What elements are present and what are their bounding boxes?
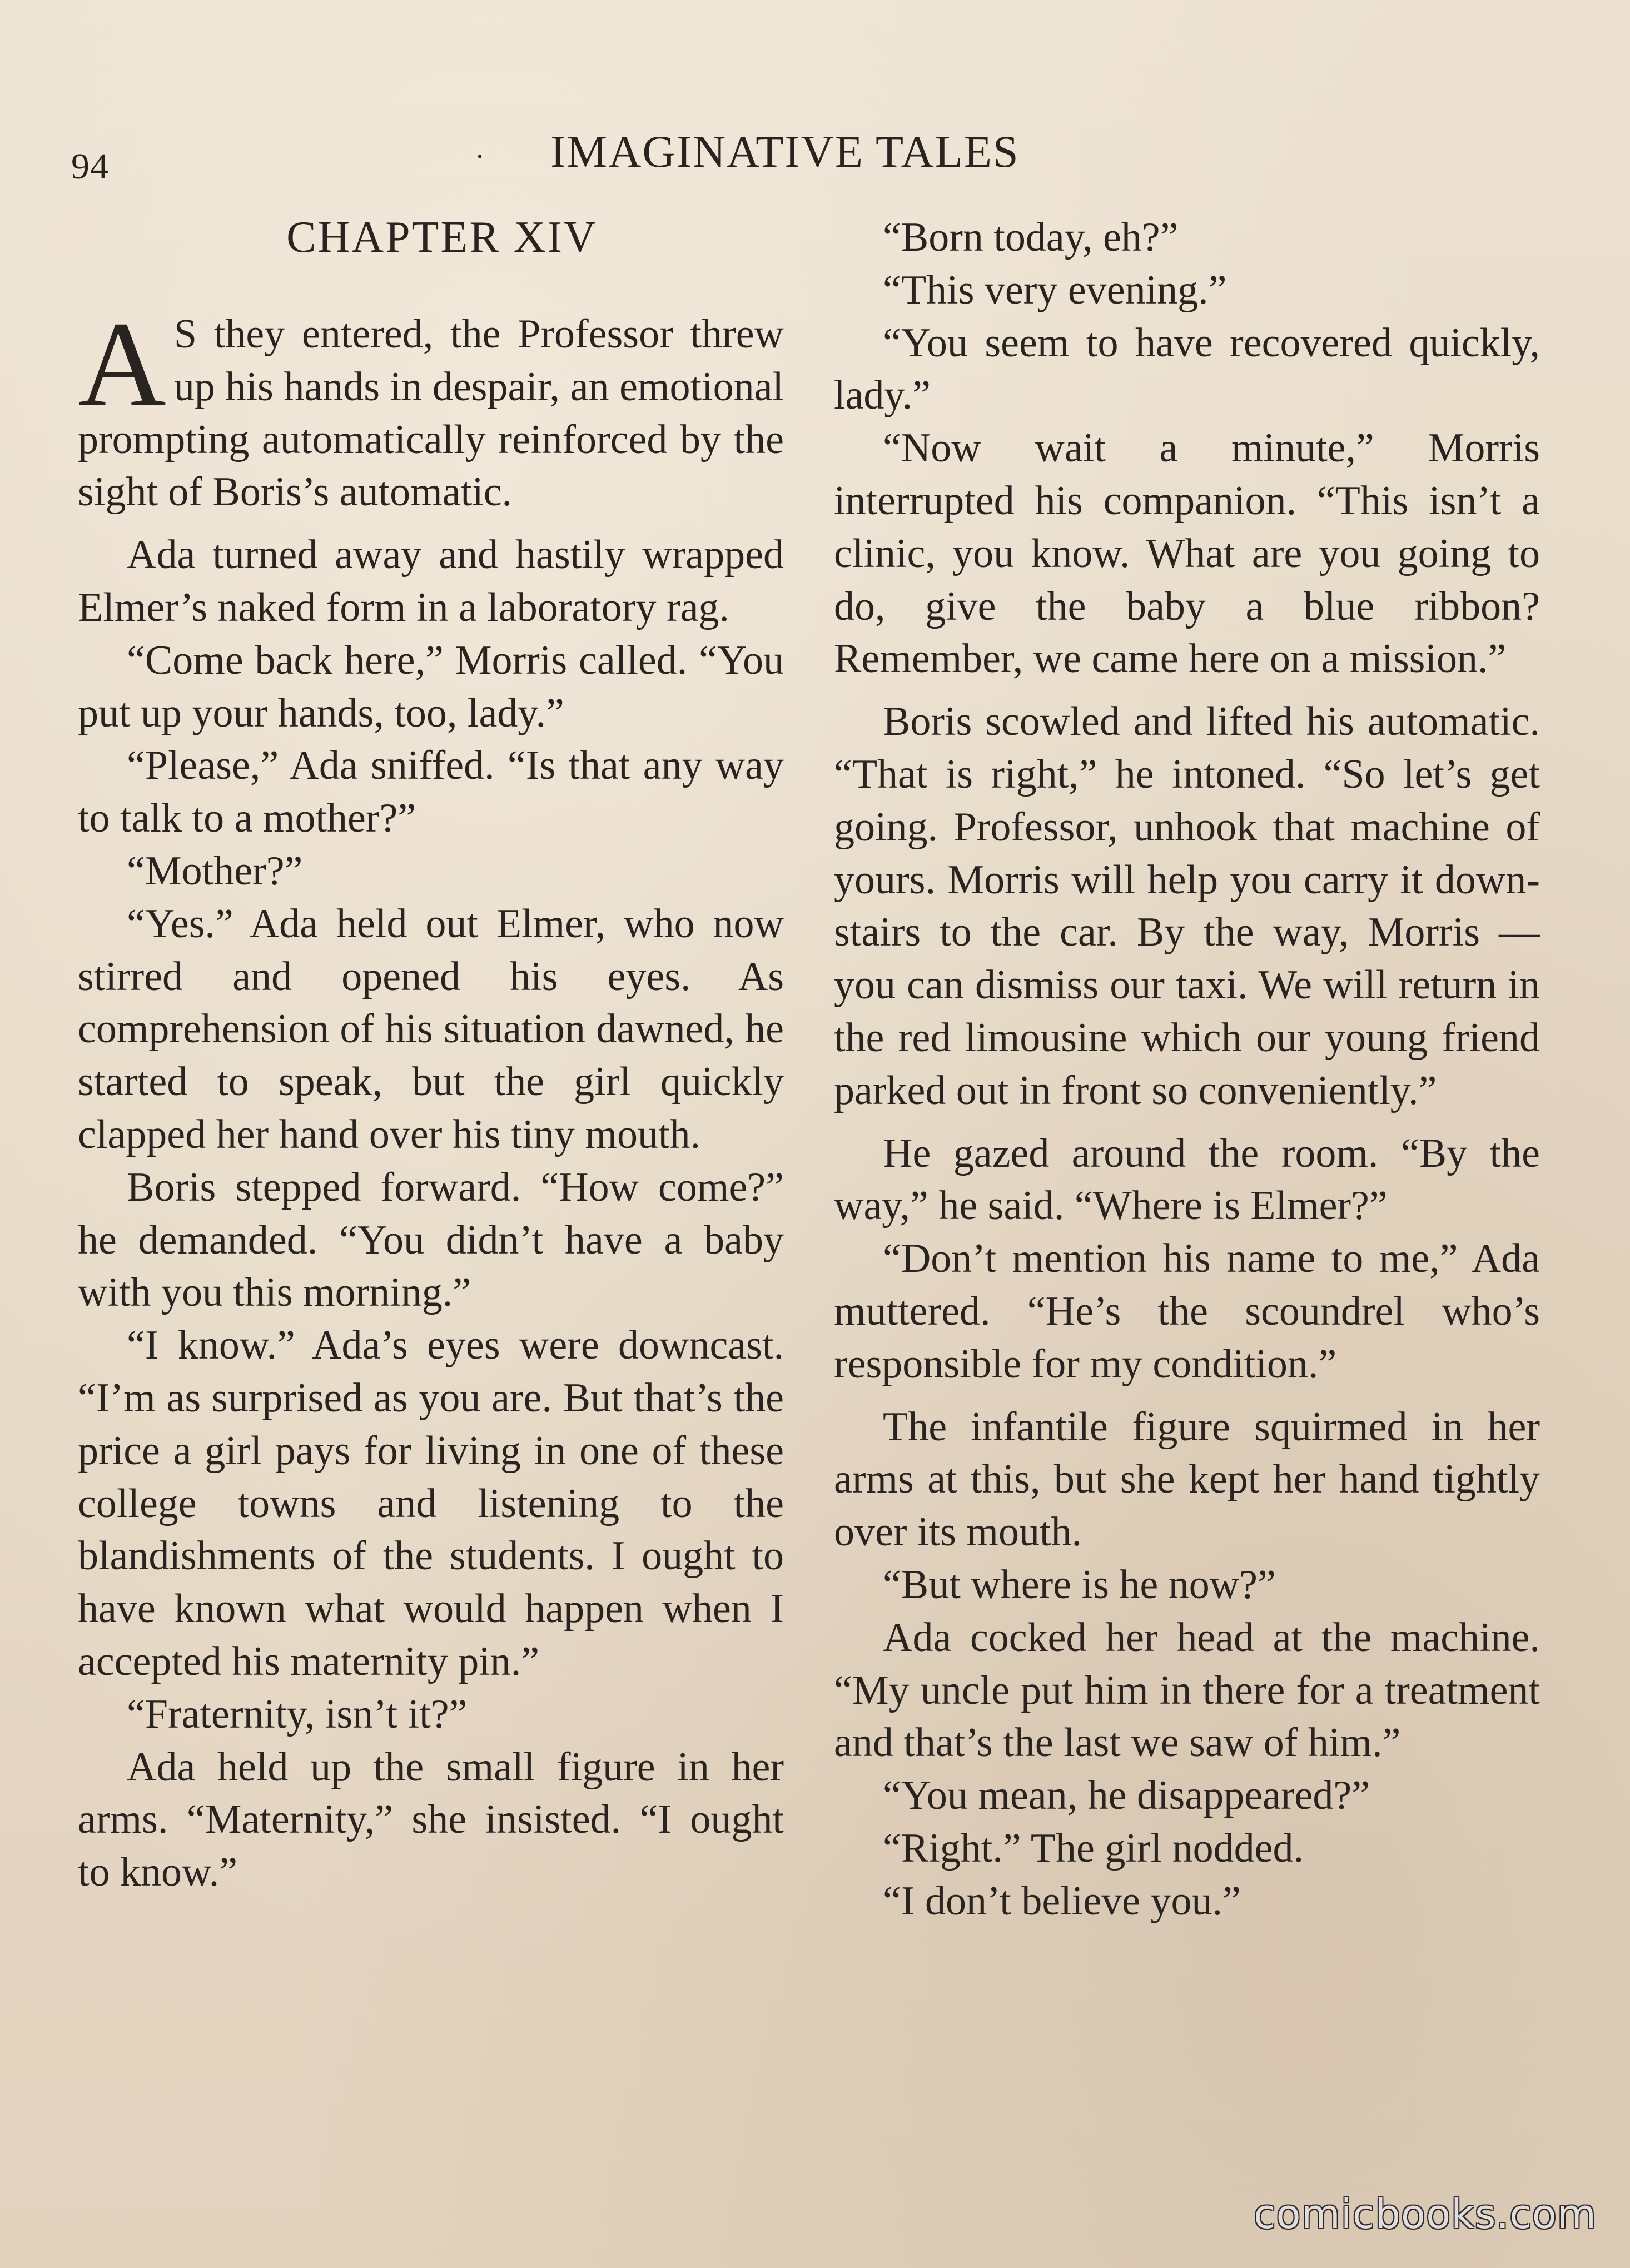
paragraph: Ada held up the small figure in her arms. “Maternity,” she insisted. “I ought to know.” xyxy=(78,1744,784,1896)
paragraph: “Mother?” xyxy=(127,848,303,894)
paragraph: “Come back here,” Morris called. “You put up your hands, too, lady.” xyxy=(78,637,784,736)
paragraph: “Born today, eh?” xyxy=(883,215,1179,260)
paragraph: “Right.” The girl nodded. xyxy=(883,1825,1304,1871)
paragraph: “I don’t believe you.” xyxy=(883,1878,1241,1924)
paragraph: Ada turned away and hastily wrapped Elmer’s naked form in a laboratory rag. xyxy=(78,532,784,630)
running-title: IMAGINATIVE TALES xyxy=(550,126,1020,177)
paragraph: He gazed around the room. “By the way,” he said. “Where is Elmer?” xyxy=(834,1130,1540,1229)
paragraph: “You mean, he disappeared?” xyxy=(883,1773,1370,1819)
header-separator: · xyxy=(475,140,485,173)
paragraph: “Don’t mention his name to me,” Ada muttered. “He’s the scoundrel who’s responsible for my condition.” xyxy=(834,1236,1540,1387)
chapter-heading: CHAPTER XIV xyxy=(286,213,598,262)
drop-cap: A xyxy=(78,296,166,432)
left-column xyxy=(78,211,784,1899)
watermark-logo: comicbooks.com xyxy=(1253,2191,1597,2237)
paragraph: Ada cocked her head at the machine. “My uncle put him in there for a treatment and that’s the last we saw of him.” xyxy=(834,1614,1540,1766)
paragraph: “You seem to have recovered quickly, lady.” xyxy=(834,320,1540,419)
paragraph: “But where is he now?” xyxy=(883,1561,1276,1608)
paragraph: Boris stepped forward. “How come?” he demanded. “You didn’t have a baby with you this morning.” xyxy=(78,1164,784,1316)
paragraph: Boris scowled and lifted his automatic. “That is right,” he intoned. “So let’s get going. Professor, unhook that machine of yours. Morris will help you carry it downstairs to the car. By the way, Morris — you can dismiss our taxi. We will return in the red limousine which our young friend parked out in front so conveniently.” xyxy=(834,699,1540,1113)
opening-paragraph xyxy=(78,296,784,519)
right-column xyxy=(834,211,1540,1928)
paragraph: “Fraternity, isn’t it?” xyxy=(127,1691,468,1737)
page-number: 94 xyxy=(71,146,109,187)
paragraph: “Yes.” Ada held out Elmer, who now stirred and opened his eyes. As comprehension of his situation dawned, he started to speak, but the girl quickly clapped her hand over his tiny mouth. xyxy=(78,901,784,1157)
paragraph: The infantile figure squirmed in her arms at this, but she kept her hand tightly over its mouth. xyxy=(834,1404,1540,1555)
paragraph: “Now wait a minute,” Morris interrupted his companion. “This isn’t a clinic, you know. What are you going to do, give the baby a blue ribbon? Remember, we came here on a mission.” xyxy=(834,425,1540,682)
paragraph: “This very evening.” xyxy=(883,267,1227,313)
page-header xyxy=(0,123,1630,187)
paragraph: “Please,” Ada sniffed. “Is that any way to talk to a mother?” xyxy=(78,743,784,842)
opening-text: S they entered, the Professor threw up his hands in despair, an emotional prompting automatically reinforced by the sight of Boris’s automatic. xyxy=(78,311,784,515)
paragraph: “I know.” Ada’s eyes were downcast. “I’m as surprised as you are. But that’s the price a girl pays for living in one of these college towns and listening to the blandishments of the students. I ought to have known what would happen when I accepted his maternity pin.” xyxy=(78,1322,784,1684)
